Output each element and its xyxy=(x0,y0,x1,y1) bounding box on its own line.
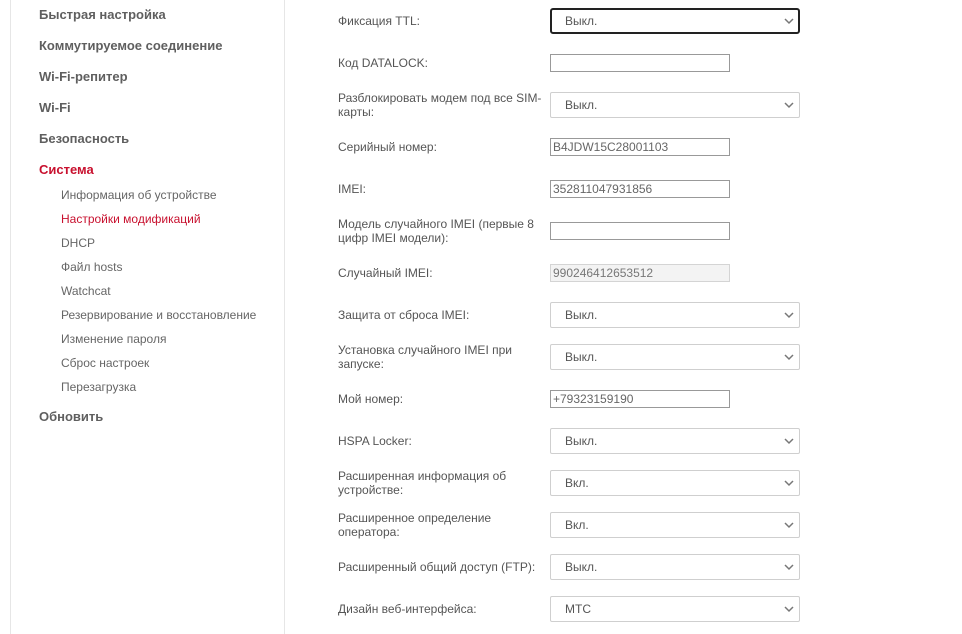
form-row-hspa-locker xyxy=(286,420,962,462)
ext-ftp-label: Расширенный общий доступ (FTP): xyxy=(338,560,536,574)
ext-operator-select[interactable] xyxy=(550,512,800,538)
chevron-down-icon xyxy=(784,352,794,362)
unlock-sim-value: Выкл. xyxy=(565,98,598,112)
sidebar-sub-hosts-file[interactable]: Файл hosts xyxy=(61,260,123,274)
random-imei-model-input[interactable] xyxy=(550,222,730,240)
form-row-unlock-sim xyxy=(286,84,962,126)
unlock-sim-label: Разблокировать модем под все SIM-карты: xyxy=(338,91,542,119)
sidebar-item-system[interactable]: Система xyxy=(39,162,94,177)
form-row-ext-operator xyxy=(286,504,962,546)
sidebar-item-dialup[interactable]: Коммутируемое соединение xyxy=(39,38,223,53)
ext-device-info-label: Расширенная информация об устройстве: xyxy=(338,469,507,497)
form-row-my-number xyxy=(286,378,962,420)
datalock-label: Код DATALOCK: xyxy=(338,56,428,70)
sidebar-sub-reboot[interactable]: Перезагрузка xyxy=(61,380,137,394)
chevron-down-icon xyxy=(784,310,794,320)
ext-device-info-select[interactable] xyxy=(550,470,800,496)
sidebar-sub-mod-settings[interactable]: Настройки модификаций xyxy=(61,212,201,226)
form-row-serial xyxy=(286,126,962,168)
form-row-ext-ftp xyxy=(286,546,962,588)
unlock-sim-select[interactable] xyxy=(550,92,800,118)
random-imei-label: Случайный IMEI: xyxy=(338,266,433,280)
chevron-down-icon xyxy=(784,16,794,26)
chevron-down-icon xyxy=(784,520,794,530)
sidebar-sub-dhcp[interactable]: DHCP xyxy=(61,236,96,250)
chevron-down-icon xyxy=(784,562,794,572)
form-row-imei xyxy=(286,168,962,210)
datalock-input[interactable] xyxy=(550,54,730,72)
imei-reset-protect-value: Выкл. xyxy=(565,308,598,322)
chevron-down-icon xyxy=(784,604,794,614)
serial-input[interactable]: B4JDW15C28001103 xyxy=(550,138,730,156)
form-row-ext-device-info xyxy=(286,462,962,504)
sidebar-sub-watchcat[interactable]: Watchcat xyxy=(61,284,111,298)
imei-label: IMEI: xyxy=(338,182,367,196)
imei-input[interactable]: 352811047931856 xyxy=(550,180,730,198)
sidebar-nav xyxy=(10,0,285,634)
hspa-locker-label: HSPA Locker: xyxy=(338,434,412,448)
ttl-fix-select[interactable] xyxy=(550,8,800,34)
ttl-fix-value: Выкл. xyxy=(565,14,598,28)
sidebar-item-quick-setup[interactable]: Быстрая настройка xyxy=(39,7,166,22)
hspa-locker-value: Выкл. xyxy=(565,434,598,448)
form-row-web-design xyxy=(286,588,962,630)
random-imei-model-label: Модель случайного IMEI (первые 8 цифр IMEI модели): xyxy=(338,217,534,245)
web-design-value: МТС xyxy=(565,602,591,616)
form-row-imei-reset-protect xyxy=(286,294,962,336)
random-imei-boot-value: Выкл. xyxy=(565,350,598,364)
settings-form xyxy=(286,0,962,634)
form-row-datalock xyxy=(286,42,962,84)
sidebar-item-wifi[interactable]: Wi-Fi xyxy=(39,100,71,115)
web-design-select[interactable] xyxy=(550,596,800,622)
ext-operator-label: Расширенное определение оператора: xyxy=(338,511,492,539)
ext-device-info-value: Вкл. xyxy=(565,476,589,490)
imei-reset-protect-select[interactable] xyxy=(550,302,800,328)
sidebar-item-update[interactable]: Обновить xyxy=(39,409,104,424)
my-number-input[interactable]: +79323159190 xyxy=(550,390,730,408)
chevron-down-icon xyxy=(784,436,794,446)
sidebar-item-security[interactable]: Безопасность xyxy=(39,131,130,146)
form-row-random-imei-model xyxy=(286,210,962,252)
form-row-ttl-fix xyxy=(286,0,962,42)
sidebar-sub-device-info[interactable]: Информация об устройстве xyxy=(61,188,217,202)
sidebar-sub-backup-restore[interactable]: Резервирование и восстановление xyxy=(61,308,257,322)
web-design-label: Дизайн веб-интерфейса: xyxy=(338,602,477,616)
random-imei-boot-label: Установка случайного IMEI при запуске: xyxy=(338,343,512,371)
my-number-label: Мой номер: xyxy=(338,392,404,406)
sidebar-item-wifi-repeater[interactable]: Wi-Fi-репитер xyxy=(39,69,128,84)
random-imei-boot-select[interactable] xyxy=(550,344,800,370)
hspa-locker-select[interactable] xyxy=(550,428,800,454)
imei-reset-protect-label: Защита от сброса IMEI: xyxy=(338,308,470,322)
form-row-random-imei xyxy=(286,252,962,294)
form-row-random-imei-boot xyxy=(286,336,962,378)
ttl-fix-label: Фиксация TTL: xyxy=(338,14,420,28)
chevron-down-icon xyxy=(784,100,794,110)
sidebar-sub-change-password[interactable]: Изменение пароля xyxy=(61,332,167,346)
serial-label: Серийный номер: xyxy=(338,140,437,154)
ext-ftp-value: Выкл. xyxy=(565,560,598,574)
random-imei-input: 990246412653512 xyxy=(550,264,730,282)
chevron-down-icon xyxy=(784,478,794,488)
ext-operator-value: Вкл. xyxy=(565,518,589,532)
sidebar-sub-reset[interactable]: Сброс настроек xyxy=(61,356,150,370)
ext-ftp-select[interactable] xyxy=(550,554,800,580)
